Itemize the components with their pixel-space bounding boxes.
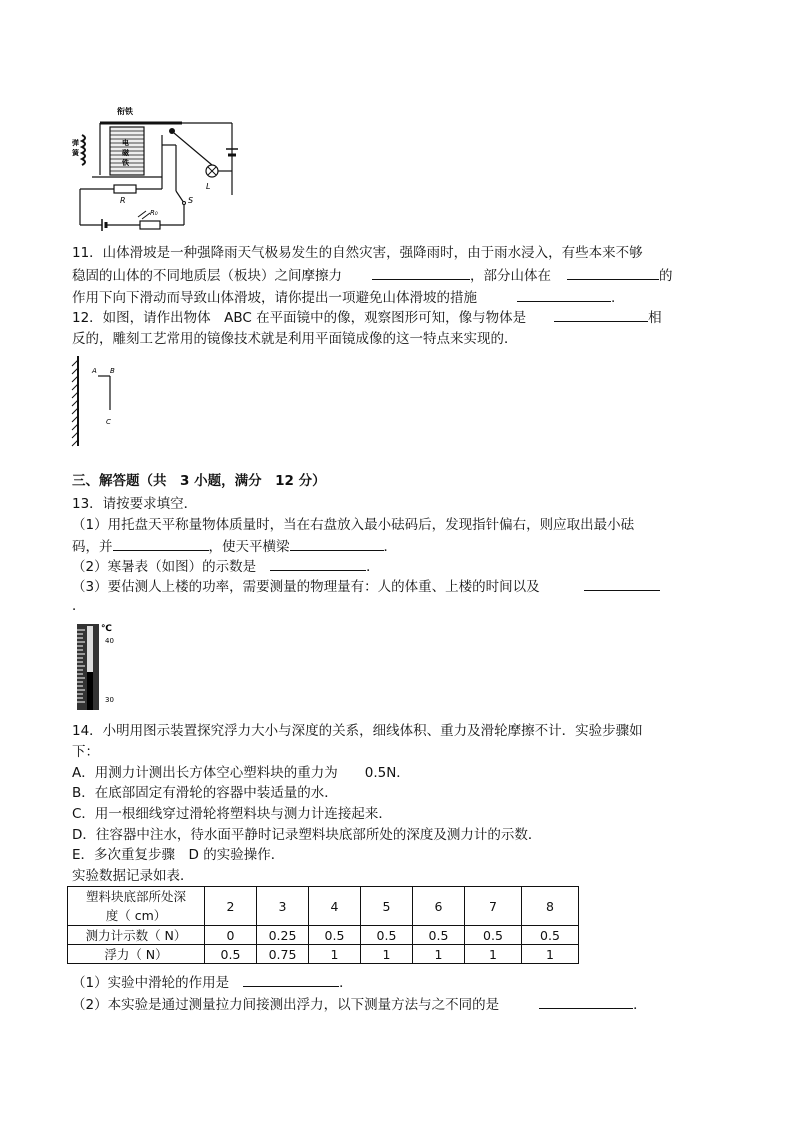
table-cell: 1 bbox=[309, 945, 361, 964]
table-cell: 0.5 bbox=[205, 945, 257, 964]
q13-blank-action[interactable] bbox=[113, 536, 209, 551]
label-magnet-1: 电 bbox=[122, 139, 129, 147]
q11-line2-b: ，部分山体在 bbox=[470, 268, 551, 284]
q13-p1-line1: （1）用托盘天平称量物体质量时，当在右盘放入最小砝码后，发现指针偏右，则应取出最小砝 bbox=[72, 517, 635, 533]
q14-step-a: A．用测力计测出长方体空心塑料块的重力为 0.5N． bbox=[72, 765, 410, 781]
label-magnet-2: 磁 bbox=[122, 149, 129, 157]
q11-blank-force[interactable] bbox=[567, 265, 659, 280]
q13-intro: 13．请按要求填空． bbox=[72, 496, 198, 512]
table-label-buoyancy: 浮力（ N） bbox=[68, 945, 205, 964]
mirror-label-b: B bbox=[110, 367, 115, 375]
label-lamp: L bbox=[206, 182, 211, 191]
table-label-reading: 测力计示数（ N） bbox=[68, 926, 205, 945]
q12-blank-relation[interactable] bbox=[554, 307, 648, 322]
q14-step-c: C．用一根细线穿过滑轮将塑料块与测力计连接起来． bbox=[72, 806, 392, 822]
table-cell: 2 bbox=[205, 887, 257, 926]
q13-blank-balance[interactable] bbox=[290, 536, 384, 551]
q14-step-d: D．往容器中注水，待水面平静时记录塑料块底部所处的深度及测力计的示数． bbox=[72, 827, 542, 843]
thermo-unit: ℃ bbox=[101, 624, 112, 634]
q14-step-b: B．在底部固定有滑轮的容器中装适量的水． bbox=[72, 785, 338, 801]
table-header-depth: 塑料块底部所处深 度（ cm） bbox=[68, 887, 205, 926]
mirror-label-c: C bbox=[106, 418, 111, 426]
table-cell: 1 bbox=[522, 945, 579, 964]
q14-blank-method[interactable] bbox=[539, 994, 633, 1009]
table-cell: 0.5 bbox=[465, 926, 522, 945]
q11-blank-measure[interactable] bbox=[517, 287, 611, 302]
plane-mirror-figure bbox=[70, 354, 130, 448]
q13-p1-line2 bbox=[72, 536, 397, 557]
experiment-data-table bbox=[67, 886, 579, 964]
q13-blank-quantity[interactable] bbox=[584, 576, 660, 591]
q11-blank-friction[interactable] bbox=[372, 265, 470, 280]
label-spring-2: 簧 bbox=[72, 149, 79, 157]
table-row bbox=[68, 887, 579, 926]
q14-table-intro: 实验数据记录如表． bbox=[72, 868, 194, 884]
table-cell: 3 bbox=[257, 887, 309, 926]
label-switch: S bbox=[188, 196, 194, 205]
q11-line2-c: 的 bbox=[659, 268, 673, 284]
q13-p2 bbox=[72, 556, 380, 577]
q13-p1-line2-c: ． bbox=[383, 539, 397, 555]
q11-line3-b: . bbox=[611, 290, 616, 306]
q11-line2 bbox=[72, 265, 673, 286]
q14-step-e: E．多次重复步骤 D 的实验操作． bbox=[72, 847, 285, 863]
q11-line2-a: 稳固的山体的不同地质层（板块）之间摩擦力 bbox=[72, 268, 342, 284]
table-row bbox=[68, 926, 579, 945]
table-cell: 5 bbox=[361, 887, 413, 926]
label-armature: 衔铁 bbox=[117, 107, 133, 116]
section3-title: 三、解答题（共 3 小题，满分 12 分） bbox=[72, 473, 326, 489]
q12-line1-b: 相 bbox=[648, 310, 662, 326]
table-cell: 0.5 bbox=[413, 926, 465, 945]
thermo-label-30: 30 bbox=[105, 696, 114, 704]
q13-blank-reading[interactable] bbox=[270, 556, 366, 571]
table-cell: 0.75 bbox=[257, 945, 309, 964]
q14-line2: 下： bbox=[72, 744, 99, 760]
q14-sub2-b: ． bbox=[633, 997, 647, 1013]
label-resistor-r0: R₀ bbox=[150, 209, 158, 217]
table-cell: 8 bbox=[522, 887, 579, 926]
q14-sub2 bbox=[72, 994, 647, 1015]
relay-circuit-figure bbox=[72, 105, 242, 233]
table-cell: 4 bbox=[309, 887, 361, 926]
q12-line2: 反的，雕刻工艺常用的镜像技术就是利用平面镜成像的这一特点来实现的． bbox=[72, 331, 518, 347]
table-cell: 0.5 bbox=[361, 926, 413, 945]
table-cell: 1 bbox=[413, 945, 465, 964]
table-cell: 0.25 bbox=[257, 926, 309, 945]
table-cell: 0 bbox=[205, 926, 257, 945]
mirror-label-a: A bbox=[92, 367, 97, 375]
q14-sub2-a: （2）本实验是通过测量拉力间接测出浮力，以下测量方法与之不同的是 bbox=[72, 997, 500, 1013]
label-magnet-3: 铁 bbox=[122, 159, 129, 167]
table-cell: 1 bbox=[361, 945, 413, 964]
q13-p2-a: （2）寒暑表（如图）的示数是 bbox=[72, 559, 257, 575]
q13-p3 bbox=[72, 576, 660, 597]
q12-line1 bbox=[72, 307, 662, 328]
q13-p3-end: ． bbox=[72, 598, 86, 614]
label-resistor-r: R bbox=[120, 196, 126, 205]
table-row bbox=[68, 945, 579, 964]
q13-p3-text: （3）要估测人上楼的功率，需要测量的物理量有：人的体重、上楼的时间以及 bbox=[72, 579, 540, 595]
table-cell: 7 bbox=[465, 887, 522, 926]
q13-p1-line2-b: ，使天平横梁 bbox=[208, 539, 290, 555]
table-cell: 0.5 bbox=[309, 926, 361, 945]
q13-p2-b: ． bbox=[366, 559, 380, 575]
table-cell: 6 bbox=[413, 887, 465, 926]
q13-p1-line2-a: 码，并 bbox=[72, 539, 113, 555]
q14-sub1-b: ． bbox=[339, 975, 353, 991]
table-cell: 1 bbox=[465, 945, 522, 964]
q14-blank-pulley[interactable] bbox=[243, 972, 339, 987]
q14-sub1 bbox=[72, 972, 353, 993]
q12-line1-a: 12．如图，请作出物体 ABC 在平面镜中的像，观察图形可知，像与物体是 bbox=[72, 310, 527, 326]
label-spring-1: 弹 bbox=[72, 139, 79, 147]
thermo-label-40: 40 bbox=[105, 637, 114, 645]
table-cell: 0.5 bbox=[522, 926, 579, 945]
q14-line1: 14．小明用图示装置探究浮力大小与深度的关系，细线体积、重力及滑轮摩擦不计．实验步骤如 bbox=[72, 723, 643, 739]
thermometer-figure bbox=[73, 620, 125, 712]
q11-line3-a: 作用下向下滑动而导致山体滑坡，请你提出一项避免山体滑坡的措施 bbox=[72, 290, 477, 306]
q11-line3 bbox=[72, 287, 615, 308]
q14-sub1-a: （1）实验中滑轮的作用是 bbox=[72, 975, 230, 991]
q11-line1: 11．山体滑坡是一种强降雨天气极易发生的自然灾害，强降雨时，由于雨水浸入，有些本来不够 bbox=[72, 245, 643, 261]
